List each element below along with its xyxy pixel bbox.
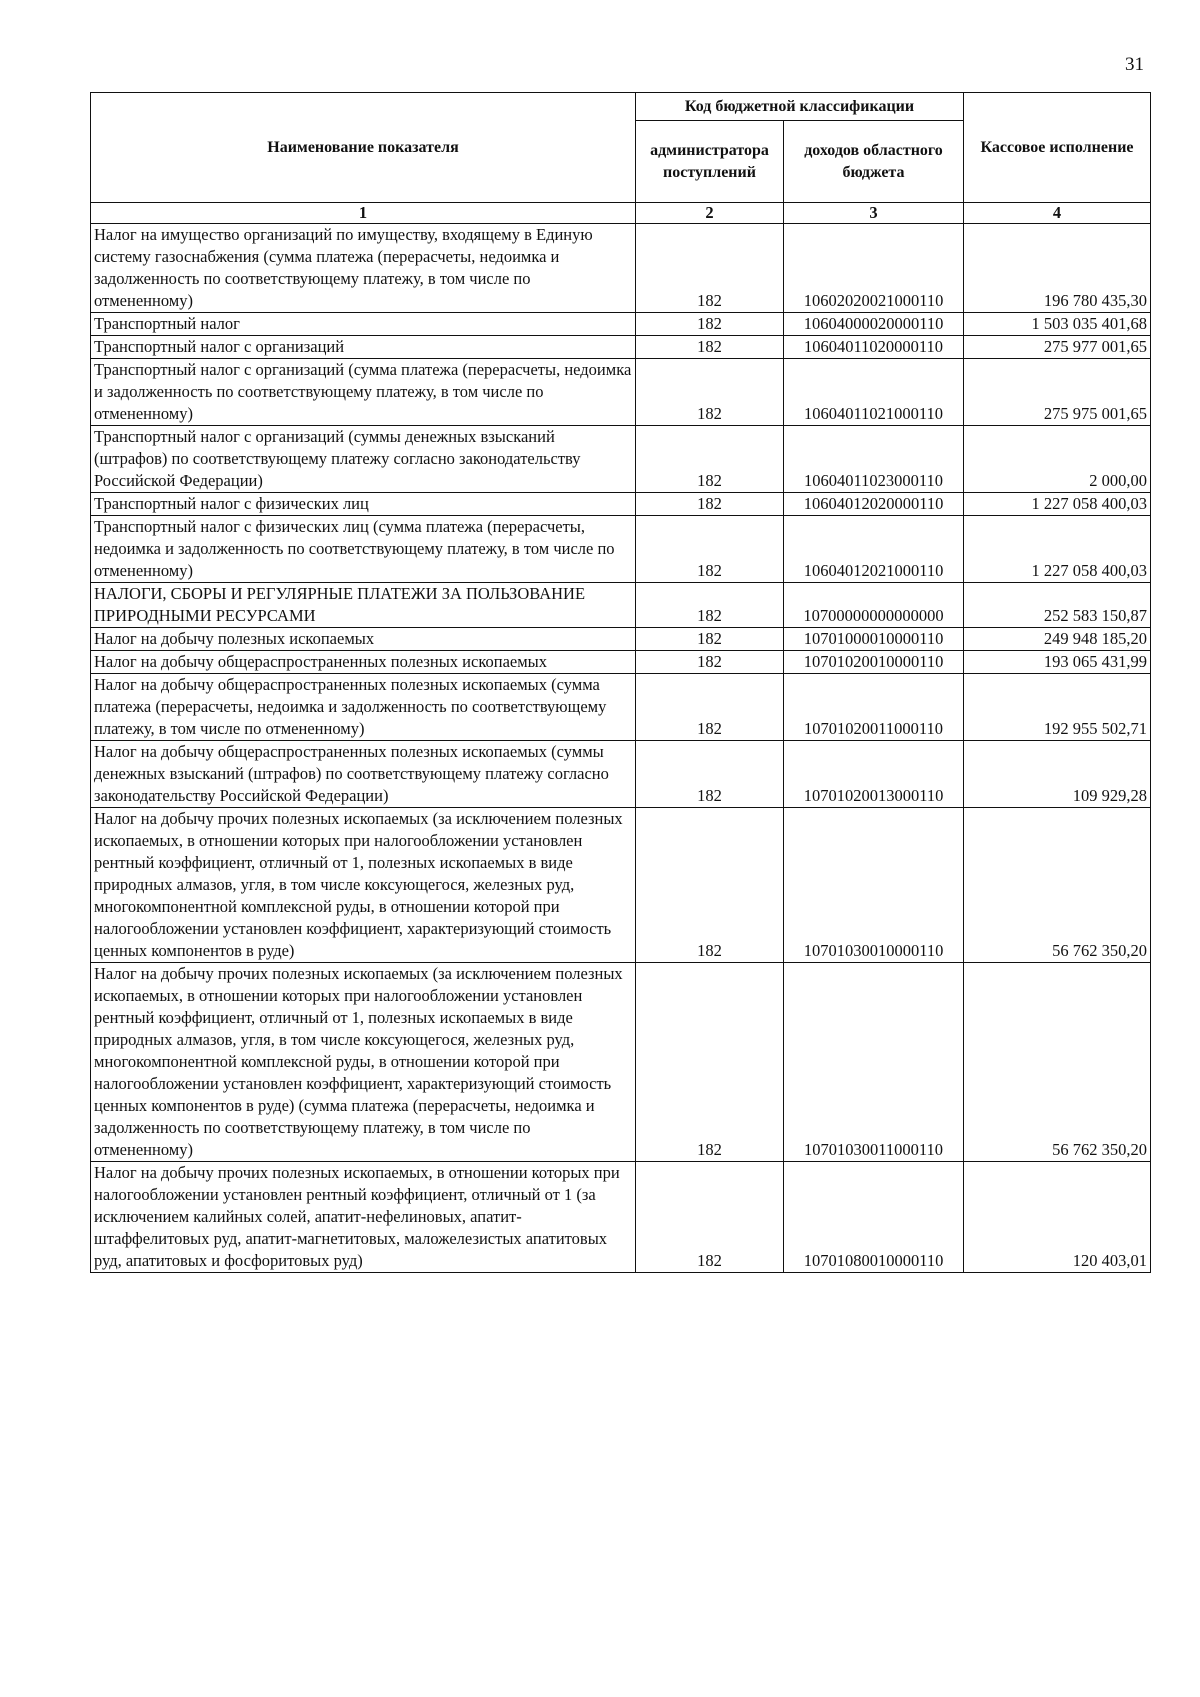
table-row [91,963,1151,1162]
row-income-code: 10700000000000000 [784,583,964,628]
row-name: Налог на добычу прочих полезных ископаемых, в отношении которых при налогообложении установлен рентный коэффициент, отличный от 1 (за исключением калийных солей, апатит-нефелиновых, апатит-штаффелитовых руд, апатит-магнетитовых, маложелезистых апатитовых руд, апатитовых и фосфоритовых руд) [91,1162,636,1273]
row-income-code: 10604012021000110 [784,516,964,583]
table-row [91,224,1151,313]
row-name: Налог на добычу общераспространенных полезных ископаемых (суммы денежных взысканий (штрафов) по соответствующему платежу согласно законодательству Российской Федерации) [91,741,636,808]
row-admin-code: 182 [636,1162,784,1273]
row-amount: 193 065 431,99 [964,651,1151,674]
row-admin-code: 182 [636,426,784,493]
header-cash-execution: Кассовое исполнение [964,93,1151,203]
row-amount: 109 929,28 [964,741,1151,808]
row-amount: 275 977 001,65 [964,336,1151,359]
column-number: 2 [636,203,784,224]
row-name: Налог на добычу общераспространенных полезных ископаемых (сумма платежа (перерасчеты, недоимка и задолженность по соответствующему платежу, в том числе по отмененному) [91,674,636,741]
row-amount: 275 975 001,65 [964,359,1151,426]
page-number: 31 [1125,54,1144,75]
row-name: Налог на добычу общераспространенных полезных ископаемых [91,651,636,674]
row-admin-code: 182 [636,224,784,313]
table-row [91,1162,1151,1273]
row-admin-code: 182 [636,336,784,359]
column-number: 1 [91,203,636,224]
table-row [91,516,1151,583]
column-number: 4 [964,203,1151,224]
table-row [91,674,1151,741]
row-amount: 56 762 350,20 [964,808,1151,963]
header-budget-code: Код бюджетной классификации [636,93,964,121]
row-income-code: 10604000020000110 [784,313,964,336]
header-name: Наименование показателя [91,93,636,203]
row-income-code: 10701030010000110 [784,808,964,963]
row-name: Транспортный налог с организаций [91,336,636,359]
row-amount: 1 227 058 400,03 [964,493,1151,516]
column-number: 3 [784,203,964,224]
row-amount: 252 583 150,87 [964,583,1151,628]
row-amount: 120 403,01 [964,1162,1151,1273]
row-name: Налог на добычу полезных ископаемых [91,628,636,651]
row-admin-code: 182 [636,628,784,651]
row-admin-code: 182 [636,516,784,583]
table-row [91,359,1151,426]
table-row [91,426,1151,493]
row-income-code: 10701000010000110 [784,628,964,651]
row-amount: 196 780 435,30 [964,224,1151,313]
row-admin-code: 182 [636,741,784,808]
row-name: Налог на имущество организаций по имуществу, входящему в Единую систему газоснабжения (сумма платежа (перерасчеты, недоимка и задолженность по соответствующему платежу, в том числе по отмененному) [91,224,636,313]
row-name: Транспортный налог с физических лиц [91,493,636,516]
row-admin-code: 182 [636,583,784,628]
row-name: Налог на добычу прочих полезных ископаемых (за исключением полезных ископаемых, в отношении которых при налогообложении установлен рентный коэффициент, отличный от 1, полезных ископаемых в виде природных алмазов, угля, в том числе коксующегося, железных руд, многокомпонентной комплексной руды, в отношении которой при налогообложении установлен коэффициент, характеризующий стоимость ценных компонентов в руде) (сумма платежа (перерасчеты, недоимка и задолженность по соответствующему платежу, в том числе по отмененному) [91,963,636,1162]
row-admin-code: 182 [636,493,784,516]
table-row [91,741,1151,808]
table-row [91,583,1151,628]
row-admin-code: 182 [636,808,784,963]
row-income-code: 10604011020000110 [784,336,964,359]
row-admin-code: 182 [636,963,784,1162]
table-row [91,493,1151,516]
row-amount: 1 503 035 401,68 [964,313,1151,336]
row-income-code: 10602020021000110 [784,224,964,313]
table-row [91,808,1151,963]
row-name: Транспортный налог с организаций (сумма платежа (перерасчеты, недоимка и задолженность по соответствующему платежу, в том числе по отмененному) [91,359,636,426]
table-row [91,313,1151,336]
row-admin-code: 182 [636,674,784,741]
row-name: НАЛОГИ, СБОРЫ И РЕГУЛЯРНЫЕ ПЛАТЕЖИ ЗА ПОЛЬЗОВАНИЕ ПРИРОДНЫМИ РЕСУРСАМИ [91,583,636,628]
row-income-code: 10604012020000110 [784,493,964,516]
row-amount: 56 762 350,20 [964,963,1151,1162]
row-amount: 249 948 185,20 [964,628,1151,651]
row-name: Транспортный налог [91,313,636,336]
row-admin-code: 182 [636,651,784,674]
row-income-code: 10604011023000110 [784,426,964,493]
header-income: доходов областного бюджета [784,121,964,203]
table-row [91,651,1151,674]
budget-table [90,92,1151,1273]
row-income-code: 10701020011000110 [784,674,964,741]
row-admin-code: 182 [636,313,784,336]
row-name: Транспортный налог с физических лиц (сумма платежа (перерасчеты, недоимка и задолженность по соответствующему платежу, в том числе по отмененному) [91,516,636,583]
row-income-code: 10604011021000110 [784,359,964,426]
header-admin: администратора поступлений [636,121,784,203]
row-name: Транспортный налог с организаций (суммы денежных взысканий (штрафов) по соответствующему платежу согласно законодательству Российской Федерации) [91,426,636,493]
row-admin-code: 182 [636,359,784,426]
row-amount: 192 955 502,71 [964,674,1151,741]
row-income-code: 10701020013000110 [784,741,964,808]
table-row [91,628,1151,651]
row-amount: 2 000,00 [964,426,1151,493]
row-income-code: 10701080010000110 [784,1162,964,1273]
table-row [91,336,1151,359]
row-income-code: 10701030011000110 [784,963,964,1162]
row-income-code: 10701020010000110 [784,651,964,674]
row-amount: 1 227 058 400,03 [964,516,1151,583]
row-name: Налог на добычу прочих полезных ископаемых (за исключением полезных ископаемых, в отношении которых при налогообложении установлен рентный коэффициент, отличный от 1, полезных ископаемых в виде природных алмазов, угля, в том числе коксующегося, железных руд, многокомпонентной комплексной руды, в отношении которой при налогообложении установлен коэффициент, характеризующий стоимость ценных компонентов в руде) [91,808,636,963]
